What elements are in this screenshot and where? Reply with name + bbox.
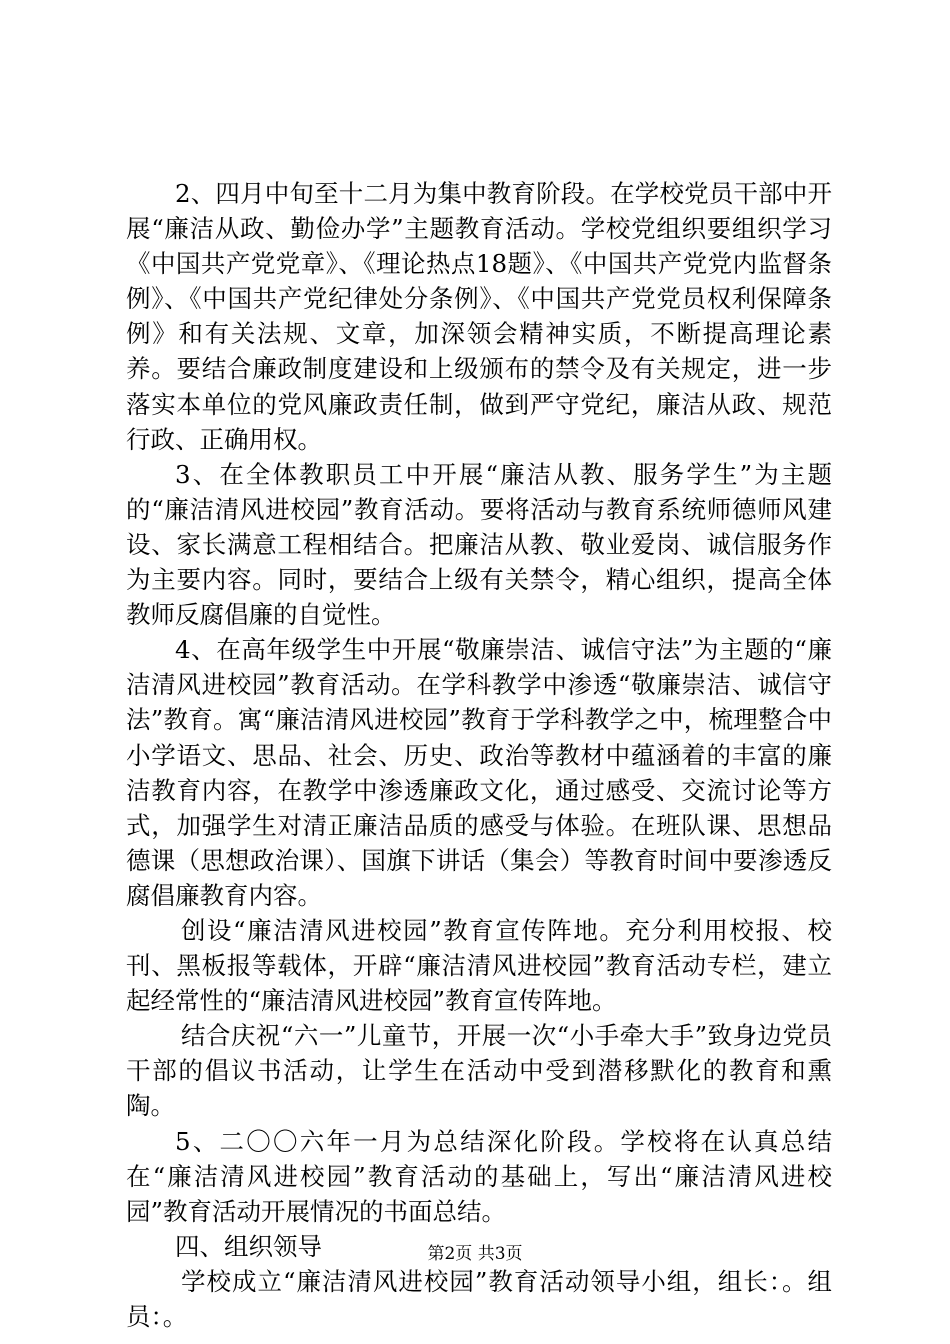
paragraph-childrens-day-activity: 结合庆祝“六一”儿童节，开展一次“小手牵大手”致身边党员干部的倡议书活动，让学生在活动中受到潜移默化的教育和熏陶。 bbox=[126, 1021, 832, 1121]
paragraph-staff-education: 3、在全体教职员工中开展“廉洁从教、服务学生”为主题的“廉洁清风进校园”教育活动。要将活动与教育系统师德师风建设、家长满意工程相结合。把廉洁从教、敬业爱岗、诚信服务作为主要内容。同时，要结合上级有关禁令，精心组织，提高全体教师反腐倡廉的自觉性。 bbox=[126, 459, 832, 630]
paragraph-leading-group: 学校成立“廉洁清风进校园”教育活动领导小组，组长：。组员：。 bbox=[126, 1266, 832, 1331]
paragraph-student-education: 4、在高年级学生中开展“敬廉崇洁、诚信守法”为主题的“廉洁清风进校园”教育活动。在学科教学中渗透“敬廉崇洁、诚信守法”教育。寓“廉洁清风进校园”教育于学科教学之中，梳理整合中小学语文、思品、社会、历史、政治等教材中蕴涵着的丰富的廉洁教育内容，在教学中渗透廉政文化，通过感受、交流讨论等方式，加强学生对清正廉洁品质的感受与体验。在班队课、思想品德课（思想政治课）、国旗下讲话（集会）等教育时间中要渗透反腐倡廉教育内容。 bbox=[126, 635, 832, 910]
paragraph-summary-stage: 5、二〇〇六年一月为总结深化阶段。学校将在认真总结在“廉洁清风进校园”教育活动的基础上，写出“廉洁清风进校园”教育活动开展情况的书面总结。 bbox=[126, 1126, 832, 1226]
paragraph-stage-concentrated-education: 2、四月中旬至十二月为集中教育阶段。在学校党员干部中开展“廉洁从政、勤俭办学”主题教育活动。学校党组织要组织学习《中国共产党党章》、《理论热点18题》、《中国共产党党内监督条例》、《中国共产党纪律处分条例》、《中国共产党党员权利保障条例》和有关法规、文章，加深领会精神实质，不断提高理论素养。要结合廉政制度建设和上级颁布的禁令及有关规定，进一步落实本单位的党风廉政责任制，做到严守党纪，廉洁从政、规范行政、正确用权。 bbox=[126, 179, 832, 454]
page-footer: 第2页 共3页 bbox=[427, 1244, 523, 1264]
paragraph-publicity-position: 创设“廉洁清风进校园”教育宣传阵地。充分利用校报、校刊、黑板报等载体，开辟“廉洁清风进校园”教育活动专栏，建立起经常性的“廉洁清风进校园”教育宣传阵地。 bbox=[126, 915, 832, 1016]
document-body bbox=[126, 176, 832, 1334]
section-heading-organization: 四、组织领导 bbox=[175, 1231, 322, 1261]
